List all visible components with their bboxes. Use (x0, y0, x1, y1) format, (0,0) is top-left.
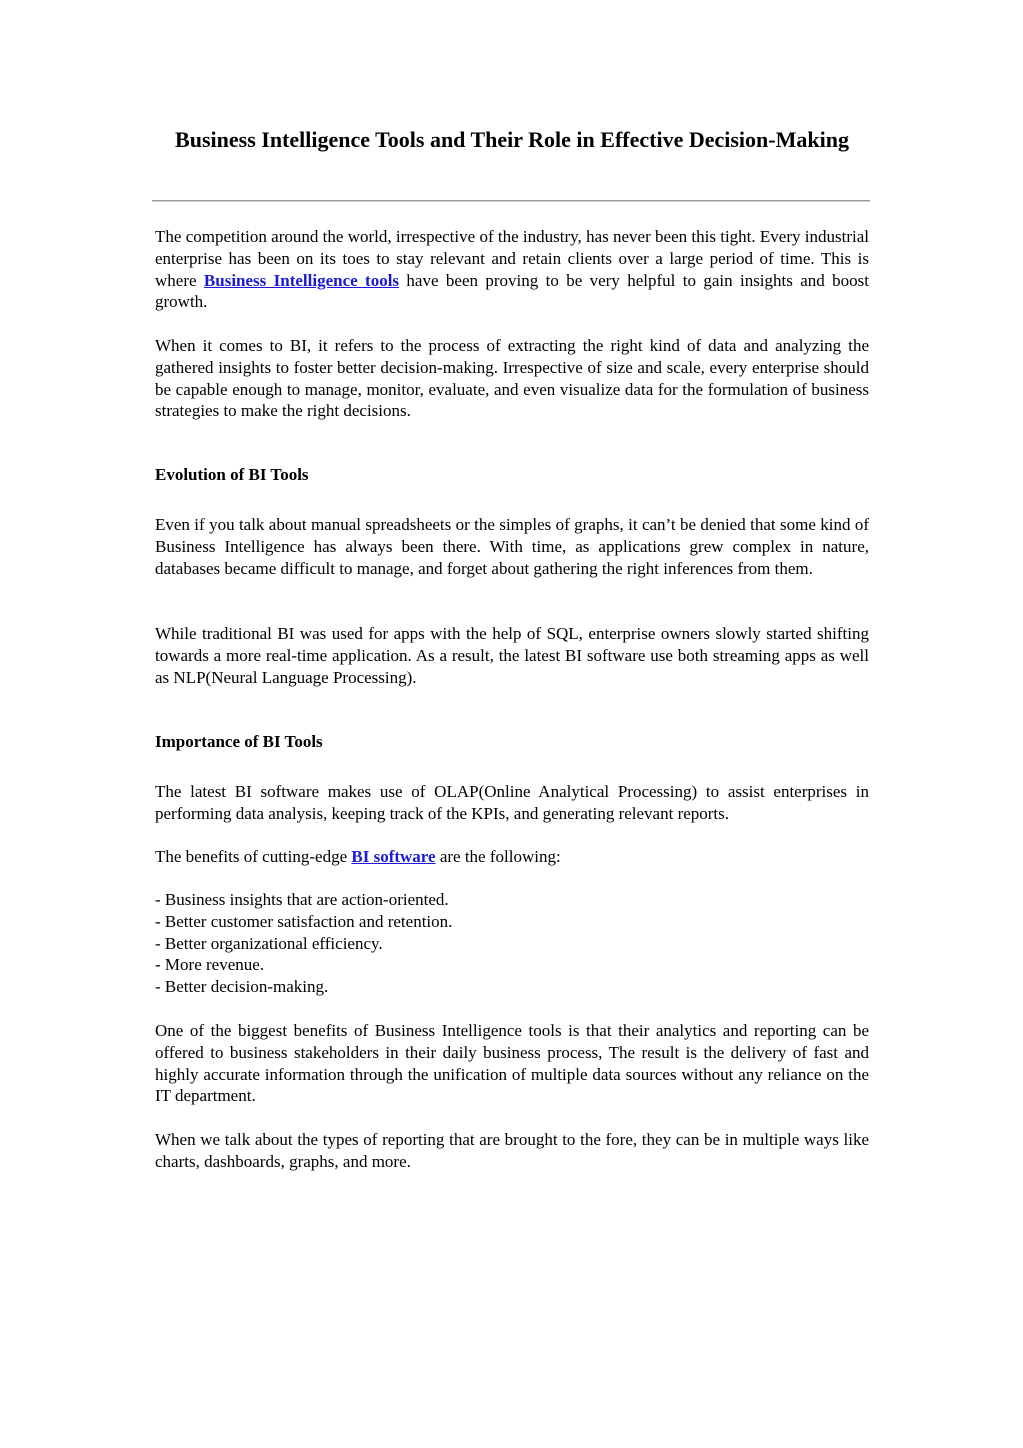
list-item: - Business insights that are action-oriented. (155, 890, 449, 909)
business-intelligence-tools-link[interactable]: Business Intelligence tools (203, 270, 400, 290)
importance-paragraph-2: One of the biggest benefits of Business Intelligence tools is that their analytics and reporting can be offered to business stakeholders in their daily business process, The result is the delivery of fast and highly accurate information through the unification of multiple data sources without any reliance on the IT department. (155, 1021, 869, 1106)
list-item: - Better customer satisfaction and retention. (155, 911, 453, 931)
evolution-heading: Evolution of BI Tools (155, 465, 309, 484)
list-item: - More revenue. (155, 955, 265, 975)
list-item: - Better decision-making. (155, 977, 329, 997)
benefits-intro-paragraph (155, 846, 869, 868)
title-divider (152, 200, 870, 202)
benefits-intro-before-link: The benefits of cutting-edge (155, 847, 352, 866)
bi-definition-paragraph: When it comes to BI, it refers to the process of extracting the right kind of data and analyzing the gathered insights to foster better decision-making. Irrespective of size and scale, every enterprise should be capable enough to manage, monitor, evaluate, and even visualize data for the formulation of business strategies to make the right decisions. (155, 336, 869, 421)
intro-text-after-link: have been proving to be very helpful to gain insights and boost growth. (155, 270, 869, 312)
importance-paragraph-1: The latest BI software makes use of OLAP(Online Analytical Processing) to assist enterprises in performing data analysis, keeping track of the KPIs, and generating relevant reports. (155, 782, 869, 823)
evolution-paragraph-2: While traditional BI was used for apps with the help of SQL, enterprise owners slowly started shifting towards a more real-time application. As a result, the latest BI software use both streaming apps as well as NLP(Neural Language Processing). (155, 624, 869, 687)
bi-software-link[interactable]: BI software (351, 847, 436, 866)
importance-paragraph-3: When we talk about the types of reporting that are brought to the fore, they can be in multiple ways like charts, dashboards, graphs, and more. (155, 1130, 869, 1171)
intro-text-before-link: The competition around the world, irrespective of the industry, has never been this tight. Every industrial enterprise has been on its toes to stay relevant and retain clients over a large period of time. This is where (155, 227, 869, 290)
list-item: - Better organizational efficiency. (155, 933, 383, 953)
intro-paragraph (155, 226, 869, 313)
evolution-paragraph-1: Even if you talk about manual spreadsheets or the simples of graphs, it can’t be denied that some kind of Business Intelligence has always been there. With time, as applications grew complex in nature, databases became difficult to manage, and forget about gathering the right inferences from them. (155, 515, 869, 578)
importance-heading: Importance of BI Tools (155, 732, 323, 751)
benefits-intro-after-link: are the following: (435, 847, 561, 866)
benefits-list (155, 889, 452, 998)
document-title: Business Intelligence Tools and Their Role in Effective Decision-Making (175, 127, 849, 152)
